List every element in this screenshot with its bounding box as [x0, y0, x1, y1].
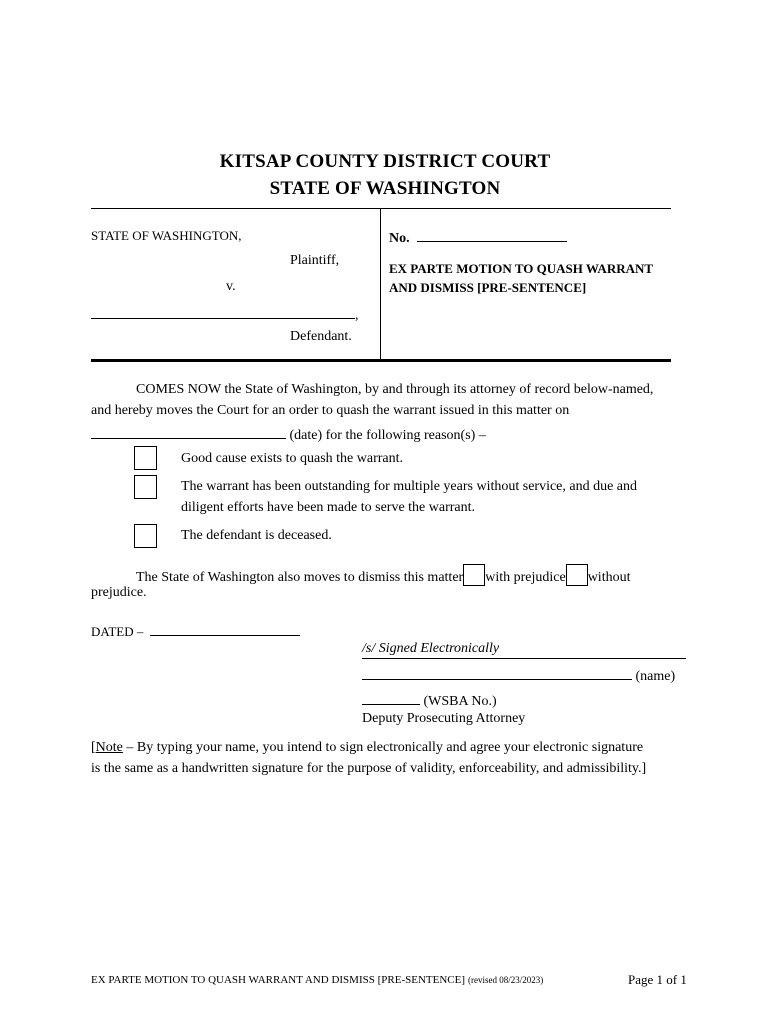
dated-line: DATED –: [91, 621, 300, 640]
reason-outstanding-label-1: The warrant has been outstanding for multiple years without service, and due and: [181, 479, 638, 494]
reason-good-cause-label: Good cause exists to quash the warrant.: [181, 451, 403, 466]
electronic-signature[interactable]: /s/ Signed Electronically: [362, 641, 686, 659]
reason-outstanding-label-2: diligent efforts have been made to serve the warrant.: [181, 500, 476, 515]
dated-field[interactable]: [150, 621, 300, 636]
doc-title-line2: AND DISMISS [PRE-SENTENCE]: [389, 280, 587, 295]
name-field[interactable]: [362, 665, 632, 680]
reason-deceased-checkbox[interactable]: [134, 524, 157, 548]
case-number: [389, 227, 567, 247]
name-line: (name): [362, 665, 675, 685]
reason-deceased-label: The defendant is deceased.: [181, 528, 332, 543]
plaintiff-role: Plaintiff,: [290, 253, 340, 268]
reason-outstanding-checkbox[interactable]: [134, 475, 157, 499]
signer-title: Deputy Prosecuting Attorney: [362, 711, 526, 726]
case-no-field[interactable]: [417, 227, 567, 242]
dismiss-line: The State of Washington also moves to dismiss this matter with prejudice without: [136, 564, 630, 586]
defendant-name-line[interactable]: ,: [91, 304, 359, 324]
case-no-label: No.: [389, 231, 410, 246]
footer-form-title: EX PARTE MOTION TO QUASH WARRANT AND DISMISS [PRE-SENTENCE] (revised 08/23/2023): [91, 974, 544, 986]
doc-title-line1: EX PARTE MOTION TO QUASH WARRANT: [389, 261, 654, 276]
note-line-2: is the same as a handwritten signature for the purpose of validity, enforceability, and admissibility.]: [91, 761, 647, 776]
caption-bottom-rule: [91, 359, 671, 362]
without-prejudice-checkbox[interactable]: [566, 564, 588, 586]
with-prejudice-checkbox[interactable]: [463, 564, 485, 586]
intro-line-2: and hereby moves the Court for an order to quash the warrant issued in this matter on: [91, 403, 570, 418]
caption-top-rule: [91, 208, 671, 209]
note-line-1: [Note – By typing your name, you intend to sign electronically and agree your electronic signature: [91, 740, 644, 755]
reason-good-cause-checkbox[interactable]: [134, 446, 157, 470]
defendant-role: Defendant.: [290, 329, 352, 344]
wsba-field[interactable]: [362, 690, 420, 705]
warrant-date-field[interactable]: [91, 424, 286, 439]
plaintiff-name: STATE OF WASHINGTON,: [91, 228, 242, 243]
dismiss-line-end: prejudice.: [91, 585, 147, 600]
intro-line-1: COMES NOW the State of Washington, by and through its attorney of record below-named,: [136, 382, 654, 397]
page-number: Page 1 of 1: [628, 972, 687, 987]
caption-divider: [380, 208, 381, 361]
versus: v.: [226, 279, 236, 294]
court-title: KITSAP COUNTY DISTRICT COURT: [219, 151, 551, 172]
intro-line-3: (date) for the following reason(s) –: [91, 424, 486, 444]
wsba-line: (WSBA No.): [362, 690, 497, 710]
state-title: STATE OF WASHINGTON: [269, 178, 501, 199]
note-label: Note: [95, 740, 123, 755]
